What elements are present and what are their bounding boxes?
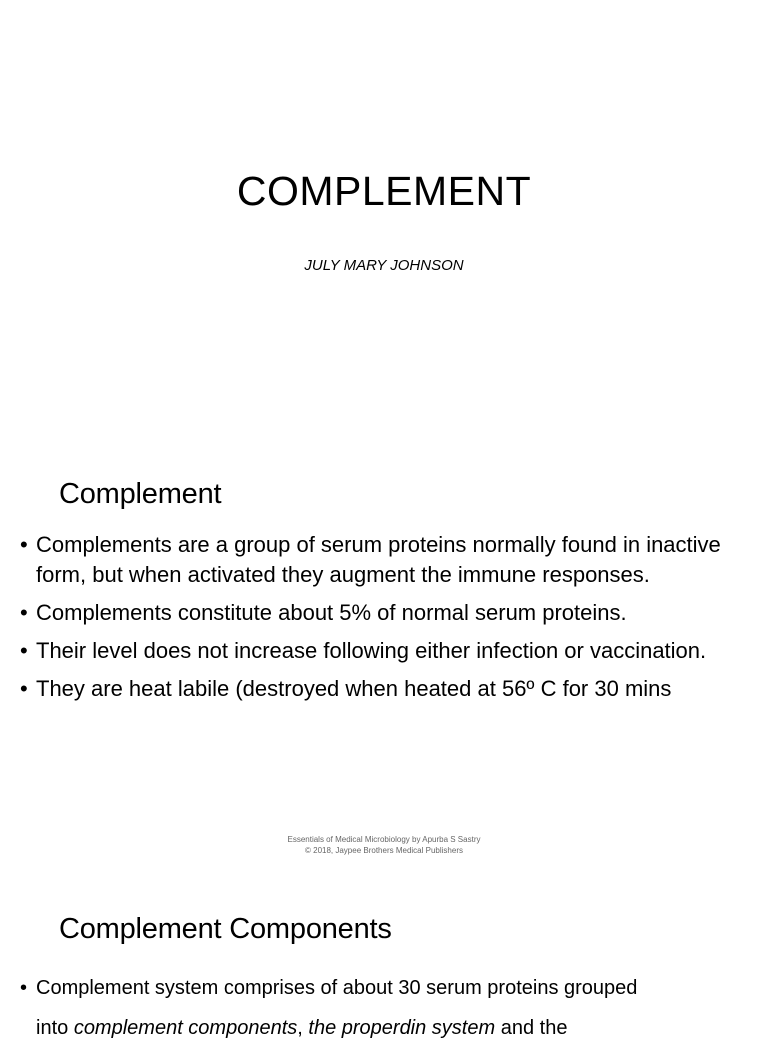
copyright-line: © 2018, Jaypee Brothers Medical Publishers	[305, 846, 463, 855]
bullet-text: Complements are a group of serum proteins normally found in inactive form, but when activated they augment the immune responses.	[36, 532, 721, 587]
bullet-item	[20, 598, 748, 628]
bullet-text: Their level does not increase following either infection or vaccination.	[36, 638, 707, 663]
title-slide	[0, 0, 768, 440]
bullet-icon: •	[20, 600, 28, 625]
bullet-text: Complement system comprises of about 30 serum proteins grouped	[36, 977, 638, 999]
source-footer	[0, 834, 768, 856]
separator: ,	[297, 1017, 309, 1039]
bullet-item	[20, 968, 748, 1048]
complement-slide	[0, 440, 768, 880]
bullet-icon: •	[20, 532, 28, 557]
bullet-icon: •	[20, 676, 28, 701]
source-line: Essentials of Medical Microbiology by Apurba S Sastry	[287, 835, 481, 844]
slide-title: COMPLEMENT	[236, 168, 532, 214]
bullet-item	[20, 636, 748, 666]
bullet-item	[20, 674, 748, 704]
bullet-icon: •	[20, 638, 28, 663]
bullet-icon: •	[20, 977, 28, 999]
slide-heading: Complement Components	[59, 913, 392, 945]
bullet-list	[20, 530, 748, 712]
term-properdin-system: the properdin system	[308, 1017, 496, 1039]
bullet-item	[20, 530, 748, 590]
slide-heading: Complement	[59, 478, 222, 510]
bullet-text-cont: into	[36, 1017, 74, 1039]
bullet-text: Complements constitute about 5% of normal serum proteins.	[36, 600, 627, 625]
author-name: JULY MARY JOHNSON	[304, 257, 464, 274]
bullet-text-end: and the	[495, 1017, 568, 1039]
bullet-list	[20, 968, 748, 1056]
bullet-text: They are heat labile (destroyed when heated at 56º C for 30 mins	[36, 676, 672, 701]
complement-components-slide	[0, 880, 768, 1039]
term-complement-components: complement components	[73, 1017, 298, 1039]
